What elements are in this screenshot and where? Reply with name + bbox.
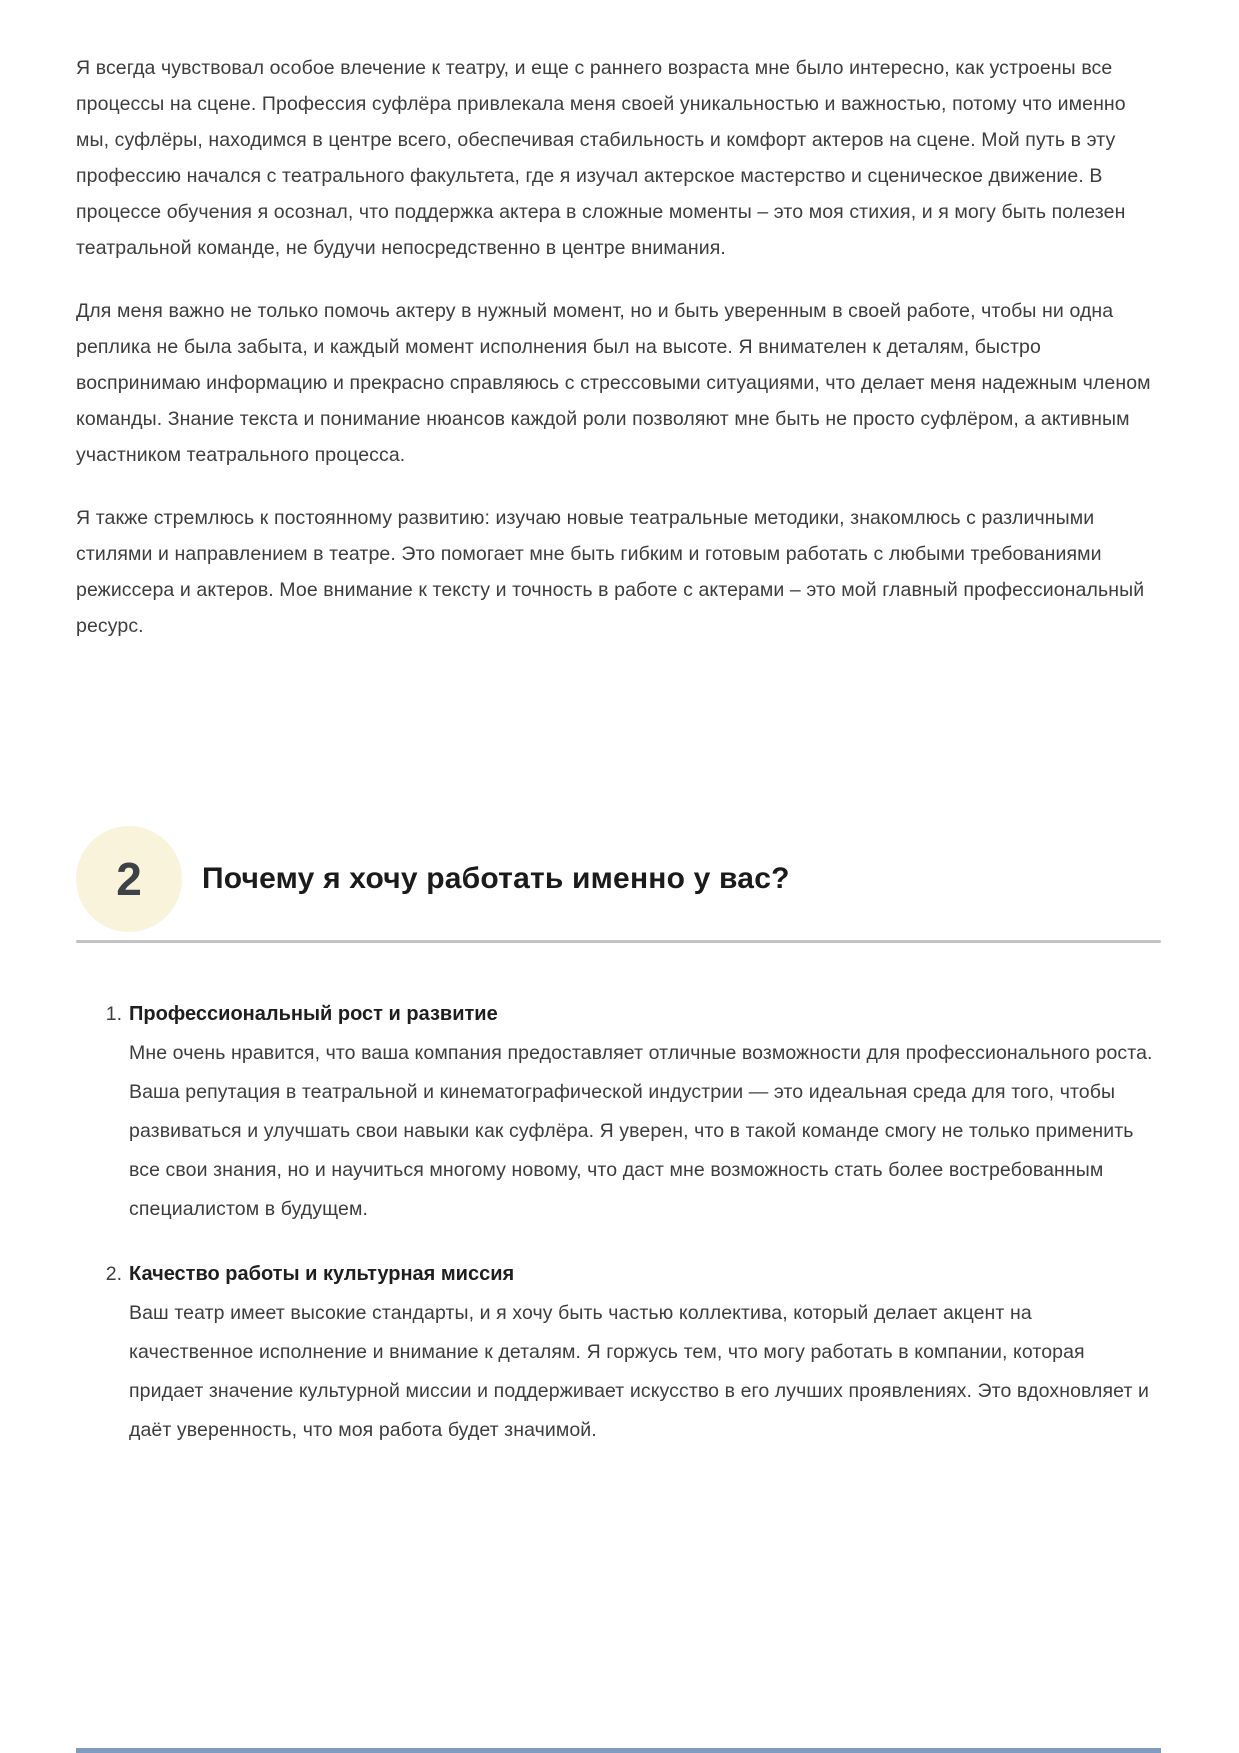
section-divider (76, 940, 1161, 943)
next-section-divider-edge (76, 1748, 1161, 1753)
list-item-body: Мне очень нравится, что ваша компания предоставляет отличные возможности для профессионального роста. Ваша репутация в театральной и кинематографической индустрии — это идеальная среда для того, чтобы развиваться и улучшать свои навыки как суфлёра. Я уверен, что в такой команде смогу не только применить все свои знания, но и научиться многому новому, что даст мне возможность стать более востребованным специалистом в будущем. (129, 1042, 1153, 1220)
intro-paragraph-3: Я также стремлюсь к постоянному развитию: изучаю новые театральные методики, знакомлюсь с различными стилями и направлением в театре. Это помогает мне быть гибким и готовым работать с любыми требованиями режиссера и актеров. Мое внимание к тексту и точность в работе с актерами – это мой главный профессиональный ресурс. (76, 507, 1145, 637)
list-item (76, 1255, 1161, 1450)
list-item-marker: 2. (105, 1263, 122, 1285)
list-item (76, 995, 1161, 1229)
section-header (76, 826, 1161, 932)
list-item-marker: 1. (105, 1003, 122, 1025)
list-item-title: Профессиональный рост и развитие (129, 1003, 498, 1025)
intro-paragraph-1: Я всегда чувствовал особое влечение к театру, и еще с раннего возраста мне было интересно, как устроены все процессы на сцене. Профессия суфлёра привлекала меня своей уникальностью и важностью, потому что именно мы, суфлёры, находимся в центре всего, обеспечивая стабильность и комфорт актеров на сцене. Мой путь в эту профессию начался с театрального факультета, где я изучал актерское мастерство и сценическое движение. В процессе обучения я осознал, что поддержка актера в сложные моменты – это моя стихия, и я могу быть полезен театральной команде, не будучи непосредственно в центре внимания. (76, 57, 1126, 259)
intro-paragraph-2: Для меня важно не только помочь актеру в нужный момент, но и быть уверенным в своей работе, чтобы ни одна реплика не была забыта, и каждый момент исполнения был на высоте. Я внимателен к деталям, быстро воспринимаю информацию и прекрасно справляюсь с стрессовыми ситуациями, что делает меня надежным членом команды. Знание текста и понимание нюансов каждой роли позволяют мне быть не просто суфлёром, а активным участником театрального процесса. (76, 300, 1151, 466)
list-item-content (129, 995, 1161, 1229)
section-title: Почему я хочу работать именно у вас? (202, 862, 790, 895)
list-item-content (129, 1255, 1161, 1450)
list-item-body: Ваш театр имеет высокие стандарты, и я хочу быть частью коллектива, который делает акцент на качественное исполнение и внимание к деталям. Я горжусь тем, что могу работать в компании, которая придает значение культурной миссии и поддерживает искусство в его лучших проявлениях. Это вдохновляет и даёт уверенность, что моя работа будет значимой. (129, 1302, 1150, 1441)
section-number-badge: 2 (76, 826, 182, 932)
list-item-title: Качество работы и культурная миссия (129, 1263, 515, 1285)
numbered-list (76, 995, 1161, 1450)
